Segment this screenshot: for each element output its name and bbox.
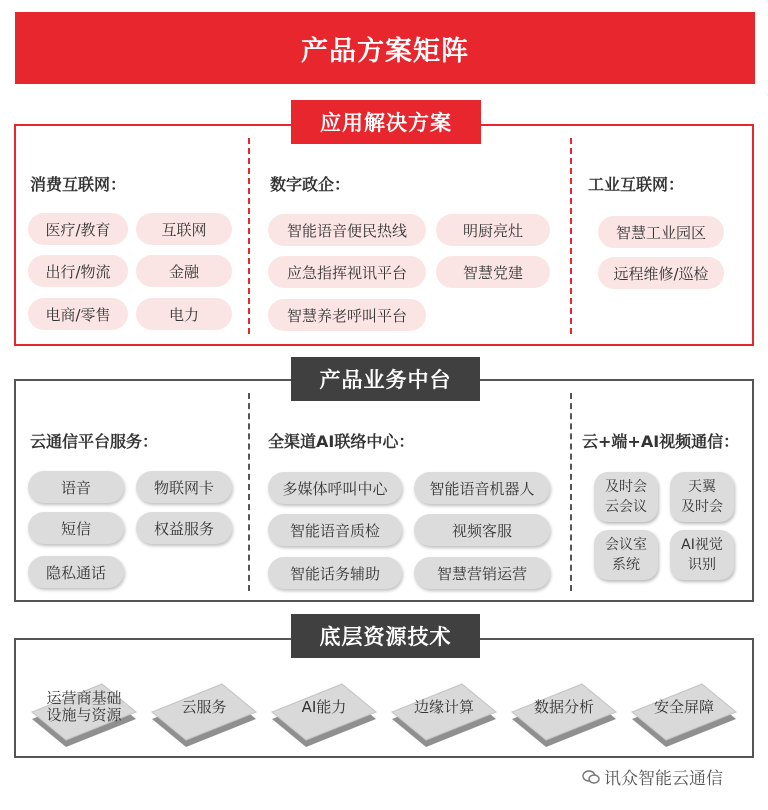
mid-item-video-service[interactable]: 视频客服 [414,514,550,546]
app-item-travel-logistics[interactable]: 出行/物流 [28,255,128,287]
wechat-icon [582,768,600,786]
mid-item-smart-marketing[interactable]: 智慧营销运营 [414,557,550,589]
omni-ai-contact-heading: 全渠道AI联络中心： [268,432,415,451]
application-section-title: 应用解决方案 [291,100,481,144]
middle-platform-title: 产品业务中台 [291,357,480,401]
mid-item-rights-service[interactable]: 权益服务 [136,512,232,544]
page-title: 产品方案矩阵 [301,35,469,67]
app-item-internet[interactable]: 互联网 [136,213,232,245]
app-item-industrial-park[interactable]: 智慧工业园区 [598,216,724,248]
mid-tile-tianyi-instant-meeting[interactable]: 天翼 及时会 [670,472,734,522]
res-item-ai-capability[interactable]: AI能力 [270,678,378,748]
mid-item-voice[interactable]: 语音 [28,471,124,503]
application-divider-1 [248,138,250,334]
mid-item-private-call[interactable]: 隐私通话 [28,556,124,588]
middle-divider-2 [570,393,572,591]
app-item-remote-maintenance[interactable]: 远程维修/巡检 [598,257,724,289]
watermark [582,764,723,789]
industrial-internet-heading: 工业互联网： [588,175,685,194]
res-item-cloud-service[interactable]: 云服务 [150,678,258,748]
middle-divider-1 [248,393,250,591]
application-divider-2 [570,138,572,334]
res-item-carrier-infrastructure[interactable]: 运营商基础 设施与资源 [30,678,138,748]
mid-item-multimedia-call-center[interactable]: 多媒体呼叫中心 [268,472,402,504]
digital-gov-enterprise-heading: 数字政企： [270,175,351,194]
mid-item-call-assist[interactable]: 智能话务辅助 [268,557,402,589]
res-item-data-analysis[interactable]: 数据分析 [510,678,618,748]
app-item-finance[interactable]: 金融 [136,255,232,287]
app-item-voice-hotline[interactable]: 智能语音便民热线 [268,214,426,246]
mid-item-voice-robot[interactable]: 智能语音机器人 [414,472,550,504]
app-item-bright-kitchen[interactable]: 明厨亮灶 [436,214,550,246]
mid-tile-meeting-room-system[interactable]: 会议室 系统 [594,530,658,580]
app-item-ecommerce-retail[interactable]: 电商/零售 [28,298,128,330]
cloud-comm-heading: 云通信平台服务： [30,432,159,451]
page-title-banner [15,12,755,84]
consumer-internet-heading: 消费互联网： [30,175,127,194]
app-item-emergency-video-platform[interactable]: 应急指挥视讯平台 [268,256,426,288]
mid-tile-instant-cloud-meeting[interactable]: 及时会 云会议 [594,472,658,522]
res-item-edge-computing[interactable]: 边缘计算 [390,678,498,748]
mid-tile-ai-vision[interactable]: AI视觉 识别 [670,530,734,580]
app-item-medical-education[interactable]: 医疗/教育 [28,213,128,245]
app-item-smart-party-building[interactable]: 智慧党建 [436,256,550,288]
app-item-elderly-call-platform[interactable]: 智慧养老呼叫平台 [268,299,426,331]
video-comm-heading: 云+端+AI视频通信： [582,432,740,451]
mid-item-sms[interactable]: 短信 [28,512,124,544]
mid-item-iot-card[interactable]: 物联网卡 [136,471,232,503]
base-resources-title: 底层资源技术 [291,614,480,658]
res-item-security-barrier[interactable]: 安全屏障 [630,678,738,748]
app-item-electric-power[interactable]: 电力 [136,298,232,330]
mid-item-voice-qa[interactable]: 智能语音质检 [268,514,402,546]
watermark-text: 讯众智能云通信 [604,769,723,789]
